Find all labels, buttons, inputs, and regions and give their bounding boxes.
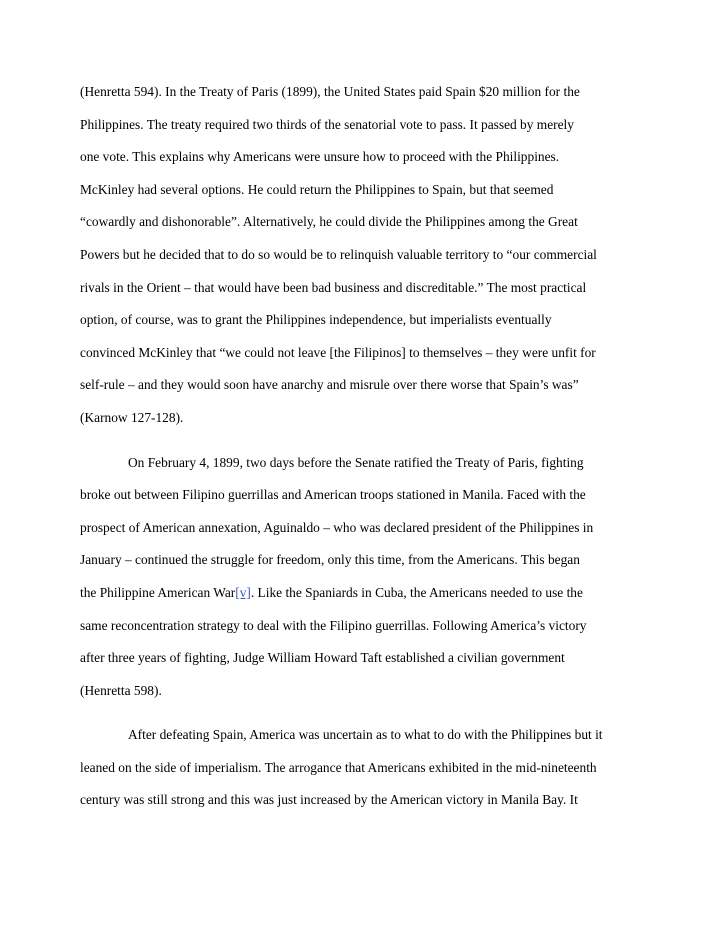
paragraph-1 — [80, 76, 660, 435]
text-line: McKinley had several options. He could return the Philippines to Spain, but that seemed — [80, 181, 554, 197]
text-line: century was still strong and this was just increased by the American victory in Manila Bay. It — [80, 792, 578, 808]
text-line: January – continued the struggle for freedom, only this time, from the Americans. This began — [80, 552, 580, 568]
text-line: Powers but he decided that to do so would be to relinquish valuable territory to “our commercial — [80, 246, 597, 262]
text-line-with-endnote — [80, 577, 660, 610]
text-line: (Henretta 598). — [80, 682, 162, 698]
text-line: leaned on the side of imperialism. The arrogance that Americans exhibited in the mid-nineteenth — [80, 759, 597, 775]
text-line: (Karnow 127-128). — [80, 409, 184, 425]
text-segment: the Philippine American War — [80, 584, 236, 600]
text-line: “cowardly and dishonorable”. Alternatively, he could divide the Philippines among the Great — [80, 214, 578, 230]
text-line: self-rule – and they would soon have anarchy and misrule over there worse that Spain’s was” — [80, 377, 579, 393]
paragraph-gap — [80, 435, 660, 447]
paragraph-gap — [80, 707, 660, 719]
text-line: one vote. This explains why Americans were unsure how to proceed with the Philippines. — [80, 149, 560, 165]
text-segment: . Like the Spaniards in Cuba, the Americans needed to use the — [250, 584, 583, 600]
paragraph-2 — [80, 447, 660, 708]
text-line: option, of course, was to grant the Philippines independence, but imperialists eventually — [80, 312, 552, 328]
text-line: Philippines. The treaty required two thirds of the senatorial vote to pass. It passed by merely — [80, 116, 574, 132]
text-line: after three years of fighting, Judge William Howard Taft established a civilian government — [80, 650, 565, 666]
text-line: After defeating Spain, America was uncertain as to what to do with the Philippines but it — [128, 727, 603, 743]
text-line: On February 4, 1899, two days before the Senate ratified the Treaty of Paris, fighting — [128, 454, 584, 470]
paragraph-3 — [80, 719, 660, 817]
text-line: (Henretta 594). In the Treaty of Paris (1899), the United States paid Spain $20 million for the — [80, 84, 580, 99]
text-line: prospect of American annexation, Aguinaldo – who was declared president of the Philippines in — [80, 519, 594, 535]
document-body — [80, 76, 660, 817]
text-line: convinced McKinley that “we could not leave [the Filipinos] to themselves – they were unfit for — [80, 344, 596, 360]
endnote-link-v[interactable]: [v] — [235, 584, 251, 600]
text-line: rivals in the Orient – that would have been bad business and discreditable.” The most practical — [80, 279, 587, 295]
text-line: same reconcentration strategy to deal with the Filipino guerrillas. Following America’s victory — [80, 617, 587, 633]
text-line: broke out between Filipino guerrillas and American troops stationed in Manila. Faced with the — [80, 487, 586, 503]
